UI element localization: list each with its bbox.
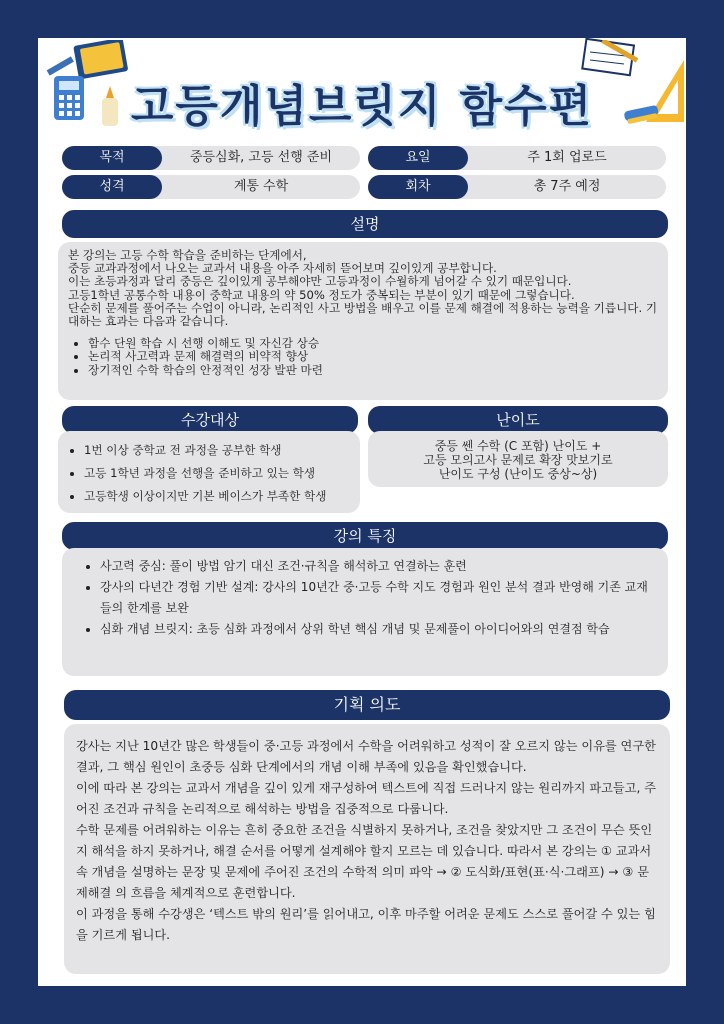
intent-paragraph: 이 과정을 통해 수강생은 ‘텍스트 밖의 원리’를 읽어내고, 이후 마주할 어려운 문제도 스스로 풀어갈 수 있는 힘을 기르게 됩니다.	[76, 907, 656, 942]
difficulty-line: 중등 쎈 수학 (C 포함) 난이도 +	[434, 439, 602, 453]
intent-header: 기획 의도	[64, 690, 670, 720]
episodes-value: 총 7주 예정	[533, 179, 601, 194]
character-value: 계통 수학	[233, 179, 289, 194]
audience-bullet: • 고등 1학년 과정을 선행을 준비하고 있는 학생	[84, 462, 354, 485]
description-bullet: • 함수 단원 학습 시 선행 이해도 및 자신감 상승	[88, 337, 658, 350]
difficulty-line: 고등 모의고사 문제로 확장 맛보기로	[423, 453, 613, 467]
episodes-tag: 회차	[368, 175, 468, 199]
day-row	[368, 146, 666, 170]
description-line: 중등 교과과정에서 나오는 교과서 내용을 아주 자세히 뜯어보며 깊이있게 공부합니다.	[68, 261, 497, 276]
description-line: 본 강의는 고등 수학 학습을 준비하는 단계에서,	[68, 248, 307, 262]
purpose-value: 중등심화, 고등 선행 준비	[189, 150, 333, 165]
character-row	[62, 175, 360, 199]
intent-paragraph: 이에 따라 본 강의는 교과서 개념을 깊이 있게 재구성하여 텍스트에 직접 드러나지 않는 원리까지 파고들고, 주어진 조건과 규칙을 논리적으로 해석하는 방법을 집중적으로 다룹니다.	[76, 781, 657, 816]
difficulty-panel	[368, 431, 668, 487]
purpose-row	[62, 146, 360, 170]
features-bullet: • 심화 개념 브릿지: 초등 심화 과정에서 상위 학년 핵심 개념 및 문제풀이 아이디어와의 연결점 학습	[100, 619, 658, 640]
description-line: 고등1학년 공통수학 내용이 중학교 내용의 약 50% 정도가 중복되는 부분이 있기 때문에 그렇습니다.	[68, 287, 575, 302]
day-value: 주 1회 업로드	[527, 150, 607, 165]
page-sheet	[38, 38, 686, 986]
description-line: 단순히 문제를 풀어주는 수업이 아니라, 논리적인 사고 방법을 배우고 이를 문제 해결에 적용하는 능력을 기릅니다. 기대하는 효과는 다음과 같습니다.	[68, 300, 658, 329]
audience-header: 수강대상	[62, 406, 358, 434]
day-tag: 요일	[368, 146, 468, 170]
description-header: 설명	[62, 210, 668, 238]
difficulty-line: 난이도 구성 (난이도 중상~상)	[438, 467, 598, 481]
difficulty-header: 난이도	[368, 406, 668, 434]
description-panel	[58, 242, 668, 400]
description-line: 이는 초등과정과 달리 중등은 깊이있게 공부해야만 고등과정이 수월하게 넘어갈 수 있기 때문입니다.	[68, 274, 572, 289]
intent-paragraph: 수학 문제를 어려워하는 이유는 흔히 중요한 조건을 식별하지 못하거나, 조건을 찾았지만 그 조건이 무슨 뜻인지 해석을 하지 못하거나, 해결 순서를 어떻게 설계해야 할지 모르는 데 있습니다. 따라서 본 강의는 ① 교과서 속 개념을 설명하는 문장 및 문제에 주어진 조건의 수학적 의미 파악 → ② 도식화/표현(표·식·그래프) → ③ 문제해결 의 흐름을 체계적으로 훈련합니다.	[76, 823, 653, 900]
description-bullet: • 논리적 사고력과 문제 해결력의 비약적 향상	[88, 350, 658, 363]
episodes-row	[368, 175, 666, 199]
features-panel	[62, 548, 668, 676]
features-bullet: • 강사의 다년간 경험 기반 설계: 강사의 10년간 중·고등 수학 지도 경험과 원인 분석 결과 반영해 기존 교재들의 한계를 보완	[100, 577, 658, 619]
features-header: 강의 특징	[62, 522, 668, 550]
audience-bullet: • 고등학생 이상이지만 기본 베이스가 부족한 학생	[84, 485, 354, 508]
intent-panel	[64, 724, 670, 974]
intent-paragraph: 강사는 지난 10년간 많은 학생들이 중·고등 과정에서 수학을 어려워하고 성적이 잘 오르지 않는 이유를 연구한 결과, 그 핵심 원인이 초중등 심화 단계에서의 개념 이해 부족에 있음을 확인했습니다.	[76, 739, 656, 774]
character-tag: 성격	[62, 175, 162, 199]
purpose-tag: 목적	[62, 146, 162, 170]
page-title: 고등개념브릿지 함수편	[130, 81, 594, 132]
audience-bullet: • 1번 이상 중학교 전 과정을 공부한 학생	[84, 439, 354, 462]
description-bullet: • 장기적인 수학 학습의 안정적인 성장 발판 마련	[88, 364, 658, 377]
pen-icon	[596, 40, 646, 64]
features-bullet: • 사고력 중심: 풀이 방법 암기 대신 조건·규칙을 해석하고 연결하는 훈련	[100, 556, 658, 577]
audience-panel	[58, 431, 360, 513]
